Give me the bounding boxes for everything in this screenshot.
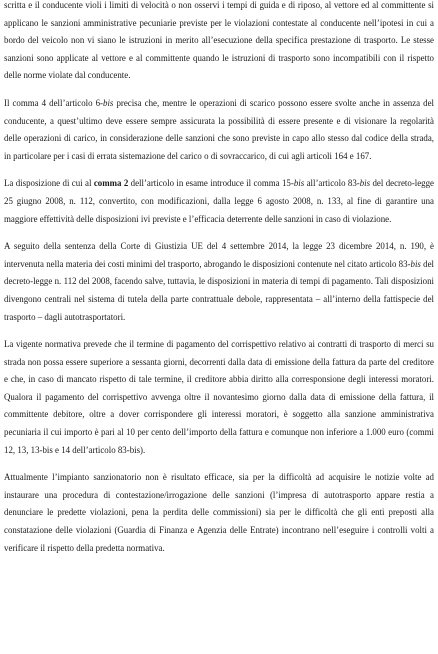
italic-term: bis: [293, 178, 305, 189]
paragraph-5: [4, 336, 434, 459]
paragraph-text: scritta e il conducente violi i limiti di velocità o non osservi i tempi di guida e di riposo, al vettore ed al committente si applicano le sanzioni amministrative pecuniarie previste per le violazioni contestate al conducente nell’ipotesi in cui a bordo del veicolo non vi siano le istruzioni in merito all’esecuzione della specifica prestazione di trasporto. Le stesse sanzioni sono applicate al vettore e al committente quando le istruzioni di trasporto sono incompatibili con il rispetto delle norme violate dal conducente.: [4, 0, 434, 81]
italic-term: bis: [410, 258, 421, 269]
paragraph-text: del decreto-legge 25 giugno 2008, n. 112, convertito, con modificazioni, dalla legge 6 agosto 2008, n. 133, al fine di garantire una maggiore effettività delle disposizioni ivi previste e l’efficacia deterrente delle sanzioni in caso di violazione.: [4, 178, 434, 224]
paragraph-text: dell’articolo in esame introduce il comma 15-: [128, 178, 294, 189]
bold-term: comma 2: [93, 178, 129, 189]
paragraph-text: A seguito della sentenza della Corte di Giustizia UE del 4 settembre 2014, la legge 23 dicembre 2014, n. 190, è intervenuta nella materia dei costi minimi del trasporto, abrogando le disposizioni contenute nel citato articolo 83-: [4, 241, 434, 269]
paragraph-text: precisa che, mentre le operazioni di scarico possono essere svolte anche in assenza del conducente, a quest’ultimo deve essere sempre assicurata la possibilità di essere presente e di visionare la regolarità delle operazioni di carico, in considerazione delle sanzioni che sono previste in capo allo stesso dal codice della strada, in particolare per i casi di errata sistemazione del carico o di sovraccarico, di cui agli articoli 164 e 167.: [4, 97, 434, 161]
paragraph-text: La disposizione di cui al: [4, 178, 94, 189]
paragraph-text: Il comma 4 dell’articolo 6-: [4, 97, 104, 108]
italic-term: bis: [103, 97, 114, 108]
paragraph-text: all’articolo 83-: [304, 178, 360, 189]
paragraph-3: [4, 175, 434, 228]
paragraph-1: [4, 0, 434, 85]
paragraph-2: [4, 95, 434, 165]
paragraph-6: [4, 469, 434, 557]
italic-term: bis: [359, 178, 371, 189]
paragraph-4: [4, 238, 434, 326]
paragraph-text: del decreto-legge n. 112 del 2008, facendo salve, tuttavia, le disposizioni in materia di tempi di pagamento. Tali disposizioni divengono centrali nel sistema di tutela della parte contrattuale debole, rappresentata – all’interno della fattispecie del trasporto – dagli autotrasportatori.: [4, 258, 434, 322]
paragraph-text: La vigente normativa prevede che il termine di pagamento del corrispettivo relativo ai contratti di trasporto di merci su strada non possa essere superiore a sessanta giorni, decorrenti dalla data di emissione della fattura da parte del creditore e che, in caso di mancato rispetto di tale termine, il creditore abbia diritto alla corresponsione degli interessi moratori. Qualora il pagamento del corrispettivo avvenga oltre il novantesimo giorno dalla data di emissione della fattura, il committente debitore, oltre a dover corrispondere gli interessi moratori, è soggetto alla sanzione amministrativa pecuniaria il cui importo è pari al 10 per cento dell’importo della fattura e comunque non inferiore a 1.000 euro (commi 12, 13, 13-bis e 14 dell’articolo 83-bis).: [4, 339, 434, 455]
paragraph-text: Attualmente l’impianto sanzionatorio non è risultato efficace, sia per la difficoltà ad acquisire le notizie volte ad instaurare una procedura di contestazione/irrogazione delle sanzioni (l’impresa di autotrasporto appare restia a denunciare le predette violazioni, pena la perdita delle commissioni) sia per le difficoltà che gli enti preposti alla constatazione delle violazioni (Guardia di Finanza e Agenzia delle Entrate) incontrano nell’eseguire i controlli volti a verificare il rispetto della predetta normativa.: [4, 472, 434, 553]
